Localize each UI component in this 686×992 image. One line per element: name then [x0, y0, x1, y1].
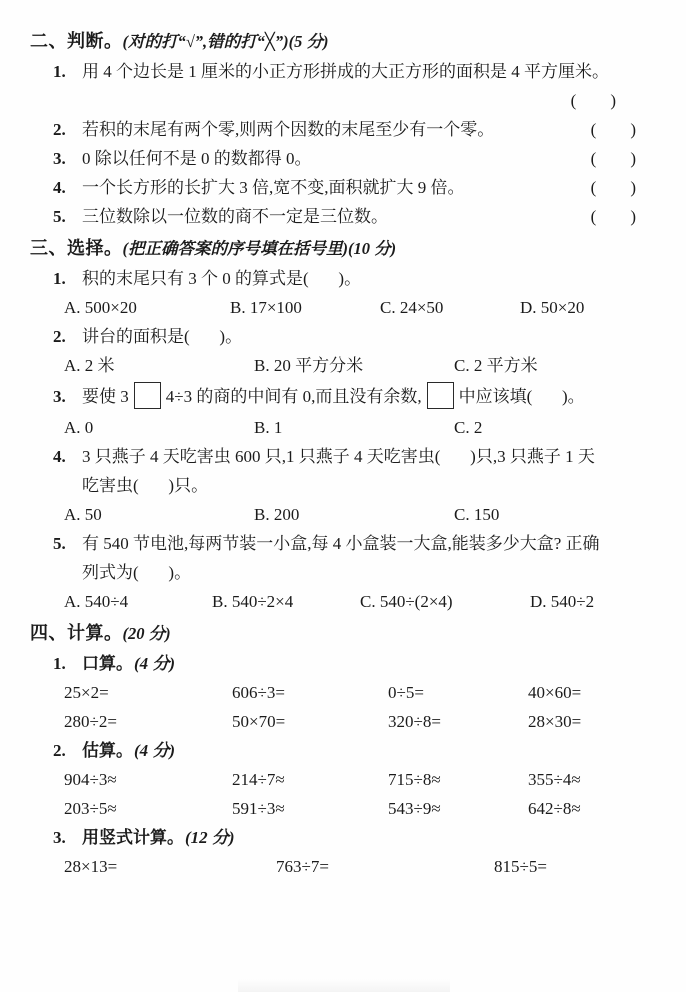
estimation-row-2: [64, 794, 656, 823]
question-text-line1: 有 540 节电池,每两节装一小盒,每 4 小盒装一大盒,能装多少大盒? 正确: [82, 534, 600, 553]
estimation-row-1: [64, 765, 656, 794]
section-subtitle: (把正确答案的序号填在括号里)(10 分): [122, 239, 397, 258]
subsection-column-calc: [30, 823, 656, 852]
question-text: 若积的末尾有两个零,则两个因数的末尾至少有一个零。: [82, 120, 495, 139]
calc-problem: 606÷3=: [232, 683, 285, 702]
scan-artifact: [238, 979, 450, 992]
answer-bracket: ( ): [590, 178, 636, 197]
answer-bracket: ( ): [590, 207, 636, 226]
subsection-number: 3.: [53, 828, 66, 847]
section-title: 三、选择。: [30, 238, 123, 258]
subsection-number: 2.: [53, 741, 66, 760]
options-row: [64, 351, 656, 380]
section-title: 四、计算。: [30, 623, 123, 643]
question-number: 3.: [53, 387, 66, 406]
section-calculation: [30, 618, 656, 881]
option-a: A. 0: [64, 418, 94, 437]
question-text: 积的末尾只有 3 个 0 的算式是( )。: [82, 269, 362, 288]
calculation-header: [30, 618, 656, 649]
calc-problem: 40×60=: [528, 683, 582, 702]
calc-problem: 28×30=: [528, 712, 582, 731]
option-b: B. 1: [254, 418, 283, 437]
section-subtitle: (对的打“√”,错的打“╳”)(5 分): [122, 32, 329, 51]
subsection-number: 1.: [53, 654, 66, 673]
option-b: B. 17×100: [230, 298, 302, 317]
option-d: D. 50×20: [520, 298, 585, 317]
oral-calc-row-2: [64, 707, 656, 736]
calc-problem: 815÷5=: [494, 857, 547, 876]
question-text-line1: 3 只燕子 4 天吃害虫 600 只,1 只燕子 4 天吃害虫( )只,3 只燕子 1 天: [82, 447, 595, 466]
calc-problem: 50×70=: [232, 712, 286, 731]
answer-bracket: ( ): [570, 91, 616, 110]
column-calc-row: [64, 852, 656, 881]
question-text: 要使 3 4÷3 的商的中间有 0,而且没有余数, 中应该填( )。: [82, 380, 656, 413]
section-title: 二、判断。: [30, 31, 123, 51]
calc-problem: 642÷8≈: [528, 799, 581, 818]
option-c: C. 2: [454, 418, 483, 437]
section-choice: [30, 233, 656, 616]
calc-problem: 904÷3≈: [64, 770, 117, 789]
question-number: 1.: [53, 62, 66, 81]
calc-problem: 320÷8=: [388, 712, 441, 731]
option-a: A. 2 米: [64, 356, 115, 375]
subsection-oral-calc: [30, 649, 656, 678]
question-number: 4.: [53, 447, 66, 466]
calc-problem: 214÷7≈: [232, 770, 285, 789]
option-b: B. 20 平方分米: [254, 356, 364, 375]
calc-problem: 591÷3≈: [232, 799, 285, 818]
question-number: 1.: [53, 269, 66, 288]
blank-box: [427, 382, 454, 409]
calc-problem: 355÷4≈: [528, 770, 581, 789]
options-row: [64, 413, 656, 442]
options-row: [64, 500, 656, 529]
oral-calc-row-1: [64, 678, 656, 707]
calc-problem: 280÷2=: [64, 712, 117, 731]
subsection-label: 口算。: [82, 654, 133, 673]
question-text: 一个长方形的长扩大 3 倍,宽不变,面积就扩大 9 倍。: [82, 178, 465, 197]
subsection-score: (12 分): [185, 828, 235, 847]
option-c: C. 150: [454, 505, 500, 524]
judgment-item-4: [30, 173, 656, 202]
option-c: C. 24×50: [380, 298, 444, 317]
calc-problem: 28×13=: [64, 857, 118, 876]
option-a: A. 540÷4: [64, 592, 129, 611]
judgment-item-5: [30, 202, 656, 231]
question-text: 三位数除以一位数的商不一定是三位数。: [82, 207, 388, 226]
question-number: 2.: [53, 327, 66, 346]
judgment-item-2: [30, 115, 656, 144]
answer-bracket: ( ): [590, 120, 636, 139]
subsection-estimation: [30, 736, 656, 765]
question-text-line2: 吃害虫( )只。: [82, 476, 209, 495]
section-judgment: [30, 26, 656, 231]
option-a: A. 500×20: [64, 298, 137, 317]
choice-question-1: [30, 264, 656, 293]
calc-problem: 715÷8≈: [388, 770, 441, 789]
option-b: B. 200: [254, 505, 300, 524]
subsection-label: 用竖式计算。: [82, 828, 184, 847]
choice-question-2: [30, 322, 656, 351]
calc-problem: 0÷5=: [388, 683, 424, 702]
judgment-header: [30, 26, 656, 57]
question-number: 4.: [53, 178, 66, 197]
question-text: 讲台的面积是( )。: [82, 327, 243, 346]
question-number: 2.: [53, 120, 66, 139]
judgment-item-1-answer: [30, 86, 656, 115]
option-b: B. 540÷2×4: [212, 592, 294, 611]
question-text: 0 除以任何不是 0 的数都得 0。: [82, 149, 312, 168]
calc-problem: 543÷9≈: [388, 799, 441, 818]
subsection-score: (4 分): [134, 654, 176, 673]
section-subtitle: (20 分): [122, 624, 171, 643]
question-text: 用 4 个边长是 1 厘米的小正方形拼成的大正方形的面积是 4 平方厘米。: [82, 62, 609, 81]
subsection-label: 估算。: [82, 741, 133, 760]
option-c: C. 540÷(2×4): [360, 592, 453, 611]
answer-bracket: ( ): [590, 149, 636, 168]
blank-box: [134, 382, 161, 409]
options-row: [64, 293, 656, 322]
option-a: A. 50: [64, 505, 102, 524]
option-d: D. 540÷2: [530, 592, 595, 611]
judgment-item-3: [30, 144, 656, 173]
choice-question-4: [30, 442, 656, 500]
question-number: 5.: [53, 207, 66, 226]
question-number: 3.: [53, 149, 66, 168]
subsection-score: (4 分): [134, 741, 176, 760]
calc-problem: 25×2=: [64, 683, 109, 702]
choice-question-3: [30, 380, 656, 413]
options-row: [64, 587, 656, 616]
question-text-line2: 列式为( )。: [82, 563, 192, 582]
choice-question-5: [30, 529, 656, 587]
judgment-item-1: [30, 57, 656, 86]
calc-problem: 203÷5≈: [64, 799, 117, 818]
choice-header: [30, 233, 656, 264]
calc-problem: 763÷7=: [276, 857, 329, 876]
question-number: 5.: [53, 534, 66, 553]
option-c: C. 2 平方米: [454, 356, 538, 375]
